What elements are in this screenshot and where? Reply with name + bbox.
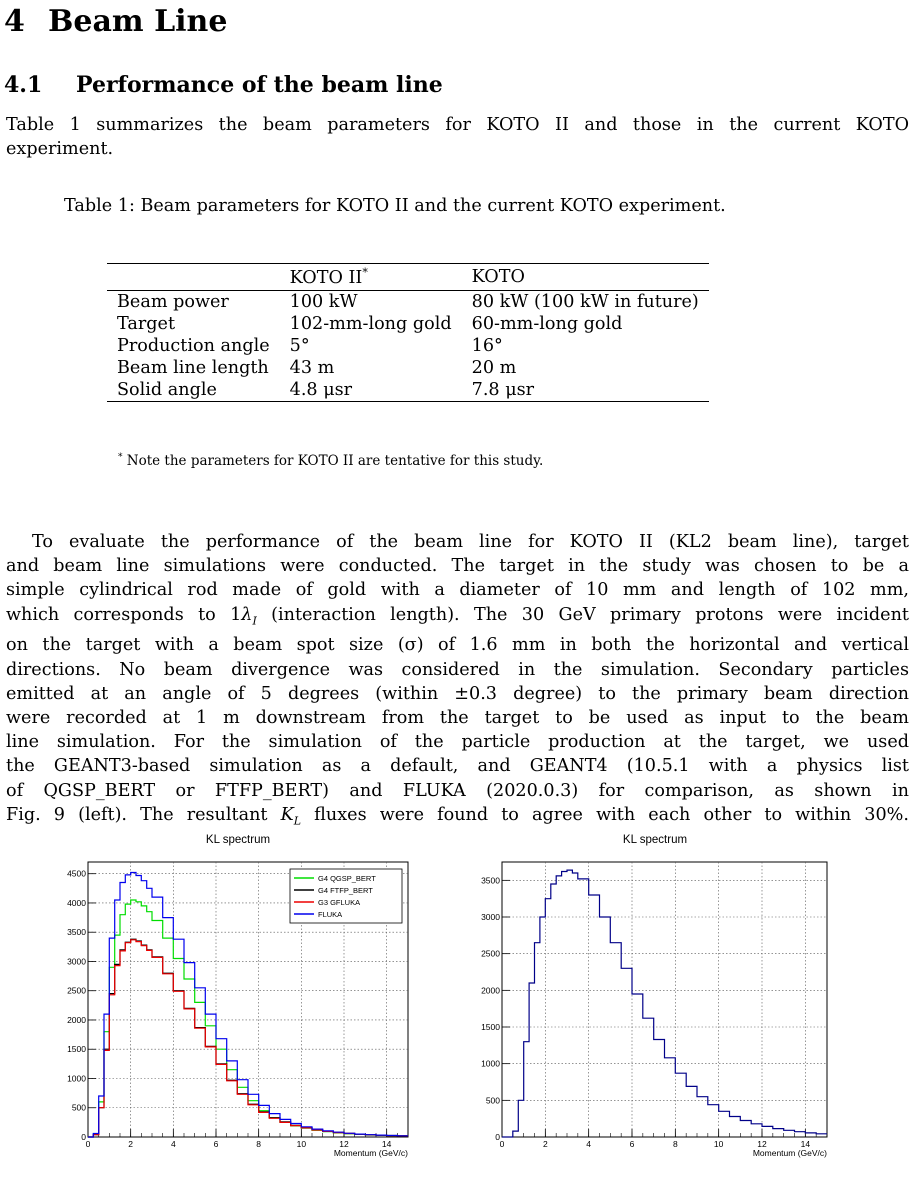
table-row [107,313,709,335]
y-tick-label: 4000 [67,897,86,908]
body-line: on the target with a beam spot size (σ) of 1.6 mm in both the horizontal and vertical [6,635,909,656]
kl-spectrum-plot-right [470,830,840,1170]
x-tick-label: 8 [672,1139,678,1149]
table-cell: 5° [289,335,310,356]
body-line: Fig. 9 (left). The resultant $K_L$ fluxes were found to agree with each other to within 30%. [6,804,909,828]
x-tick-label: 4 [170,1139,176,1149]
x-tick-label: 10 [713,1139,724,1149]
chart-title: KL spectrum [622,834,688,846]
legend-label: G3 GFLUKA [318,898,361,907]
kl-spectrum-plot-left [58,830,418,1170]
x-tick-label: 2 [128,1139,134,1149]
y-tick-label: 500 [71,1102,86,1113]
x-axis-label: Momentum (GeV/c) [333,1148,408,1158]
table-cell: 100 kW [289,291,358,312]
table-cell: Target [117,313,176,334]
body-line: which corresponds to $1\lambda_I$ (interaction length). The 30 GeV primary protons were incident [6,604,909,628]
table-header-cell [280,264,462,291]
table-cell: Beam line length [117,357,269,378]
body-line: emitted at an angle of 5 degrees (within ±0.3 degree) to the primary beam direction [6,683,909,704]
y-tick-label: 2500 [67,985,86,996]
table-footnote [118,452,543,469]
subsection-title: Performance of the beam line [76,72,443,98]
y-tick-label: 0 [81,1132,86,1142]
intro-paragraph [6,113,909,161]
y-tick-label: 1000 [481,1058,500,1069]
x-tick-label: 14 [800,1139,811,1149]
x-tick-label: 12 [339,1139,349,1149]
x-tick-label: 6 [629,1139,635,1149]
footnote-text: * Note the parameters for KOTO II are tentative for this study. [118,452,544,469]
y-tick-label: 2500 [481,948,500,959]
y-tick-label: 1500 [481,1022,500,1032]
legend-label: FLUKA [318,910,343,919]
body-line: of QGSP_BERT or FTFP_BERT) and FLUKA (2020.0.3) for comparison, as shown in [6,780,909,801]
table-cell: 60-mm-long gold [471,313,623,334]
x-tick-label: 4 [586,1139,592,1149]
y-tick-label: 2000 [481,985,500,996]
body-paragraph [6,530,909,833]
table-cell: 20 m [471,357,517,378]
body-line: To evaluate the performance of the beam line for KOTO II (KL2 beam line), target [32,532,909,552]
y-tick-label: 4500 [67,868,86,879]
table-row [107,335,709,357]
table-row [107,357,709,379]
y-tick-label: 1500 [67,1044,86,1055]
legend-label: G4 FTFP_BERT [318,886,373,895]
x-tick-label: 6 [213,1139,219,1149]
x-axis-label: Momentum (GeV/c) [752,1148,827,1158]
y-tick-label: 0 [495,1132,500,1142]
series-line [88,940,408,1137]
y-tick-label: 3500 [67,927,86,938]
body-line: were recorded at 1 m downstream from the target to be used as input to the beam [6,707,909,728]
series-line [502,870,827,1137]
y-tick-label: 3000 [481,912,500,922]
body-line: simple cylindrical rod made of gold with a diameter of 10 mm and length of 102 mm, [6,580,909,601]
table-cell: 7.8 μsr [462,379,709,402]
y-tick-label: 3500 [481,875,500,886]
series-line [88,939,408,1137]
x-tick-label: 8 [256,1139,262,1149]
table-cell: Production angle [117,335,270,356]
intro-line: experiment. [6,139,114,160]
table-cell: Solid angle [107,379,280,402]
section-number: 4 [4,4,25,39]
plot-frame [502,862,827,1137]
x-tick-label: 12 [757,1139,767,1149]
table-cell: 16° [471,335,503,356]
body-line: directions. No beam divergence was considered in the simulation. Secondary particles [6,659,909,680]
y-tick-label: 1000 [67,1073,86,1084]
body-line: and beam line simulations were conducted. The target in the study was chosen to be a [6,556,909,577]
legend-label: G4 QGSP_BERT [318,874,376,883]
x-tick-label: 0 [499,1139,505,1149]
y-tick-label: 500 [485,1095,500,1106]
koto2-header: KOTO II* [289,266,368,288]
subsection-heading [4,72,443,98]
y-tick-label: 2000 [67,1014,86,1025]
table-header-row [107,264,709,291]
body-line: line simulation. For the simulation of the particle production at the target, we used [6,732,909,753]
table-caption: Table 1: Beam parameters for KOTO II and the current KOTO experiment. [64,196,726,216]
table-row [107,290,709,313]
subsection-number: 4.1 [4,72,43,98]
section-title: Beam Line [48,4,228,39]
table-cell: Beam power [117,291,229,312]
table-cell: 43 m [289,357,335,378]
table-cell: 4.8 μsr [280,379,462,402]
table-cell: 80 kW (100 kW in future) [471,291,699,312]
x-tick-label: 10 [296,1139,307,1149]
section-heading [4,4,227,39]
intro-line: Table 1 summarizes the beam parameters for KOTO II and those in the current KOTO [6,115,909,135]
x-tick-label: 0 [85,1139,91,1149]
body-line: the GEANT3-based simulation as a default, and GEANT4 (10.5.1 with a physics list [6,756,909,777]
y-tick-label: 3000 [67,956,86,967]
x-tick-label: 14 [381,1139,392,1149]
table-cell: 102-mm-long gold [289,313,452,334]
table-header-cell: KOTO [462,264,709,291]
x-tick-label: 2 [542,1139,548,1149]
table-row [107,379,709,402]
beam-parameters-table [107,263,709,402]
chart-title: KL spectrum [205,834,271,846]
table-header-cell [107,264,280,291]
